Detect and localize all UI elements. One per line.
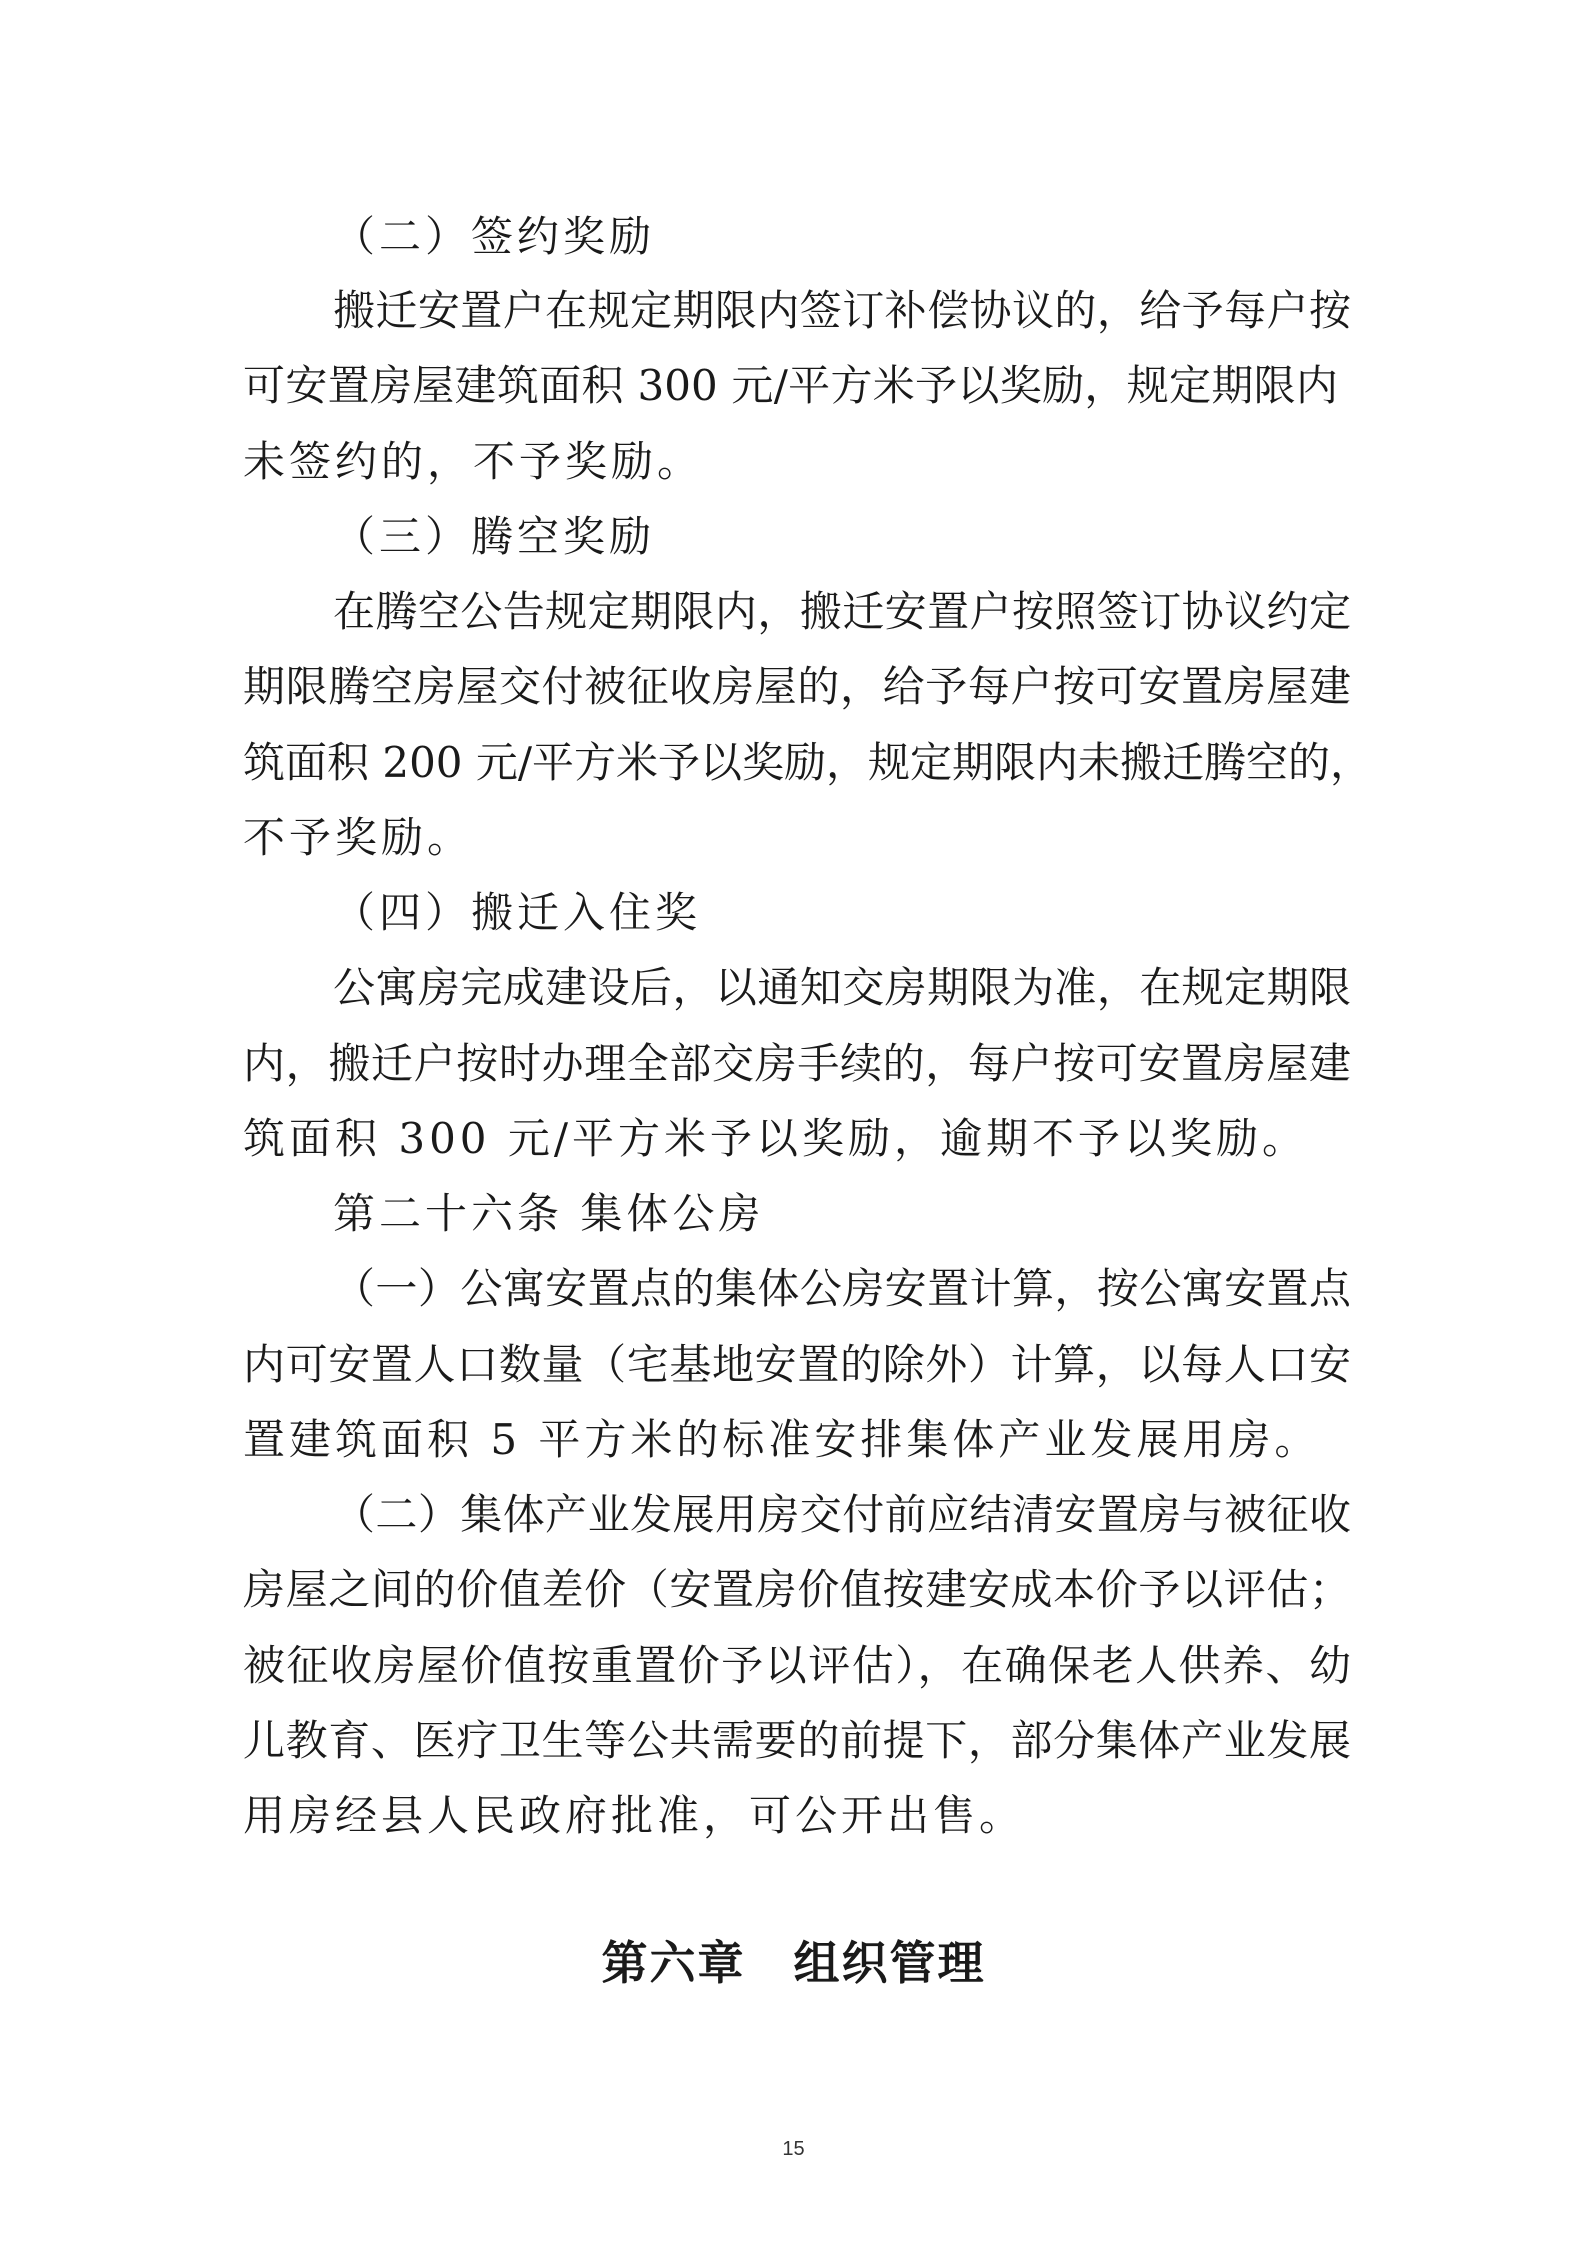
paragraph-line: 可安置房屋建筑面积 300 元/平方米予以奖励，规定期限内 xyxy=(243,361,1338,410)
heading-move-in-reward: （四）搬迁入住奖 xyxy=(333,888,702,937)
paragraph-line: 用房经县人民政府批准，可公开出售。 xyxy=(243,1791,1026,1840)
article-26-heading: 第二十六条 集体公房 xyxy=(333,1189,765,1238)
heading-vacate-reward: （三）腾空奖励 xyxy=(333,512,656,561)
heading-signing-reward: （二）签约奖励 xyxy=(333,212,656,261)
chapter-title: 第六章 组织管理 xyxy=(601,1936,986,1990)
paragraph-line: 筑面积 300 元/平方米予以奖励，逾期不予以奖励。 xyxy=(243,1114,1309,1163)
paragraph-line: （一）公寓安置点的集体公房安置计算，按公寓安置点 xyxy=(333,1264,1351,1313)
paragraph-line: 未签约的，不予奖励。 xyxy=(243,437,704,486)
paragraph-line: （二）集体产业发展用房交付前应结清安置房与被征收 xyxy=(333,1490,1351,1539)
paragraph-line: 被征收房屋价值按重置价予以评估），在确保老人供养、幼 xyxy=(243,1641,1351,1690)
paragraph-line: 期限腾空房屋交付被征收房屋的，给予每户按可安置房屋建 xyxy=(243,662,1351,711)
paragraph-line: 不予奖励。 xyxy=(243,813,474,862)
paragraph-line: 房屋之间的价值差价（安置房价值按建安成本价予以评估； xyxy=(243,1565,1351,1614)
paragraph-line: 搬迁安置户在规定期限内签订补偿协议的，给予每户按 xyxy=(333,286,1351,335)
paragraph-line: 公寓房完成建设后，以通知交房期限为准，在规定期限 xyxy=(333,963,1351,1012)
paragraph-line: 内，搬迁户按时办理全部交房手续的，每户按可安置房屋建 xyxy=(243,1039,1351,1088)
paragraph-line: 儿教育、医疗卫生等公共需要的前提下，部分集体产业发展 xyxy=(243,1716,1351,1765)
page-number: 15 xyxy=(782,2138,805,2160)
paragraph-line: 内可安置人口数量（宅基地安置的除外）计算，以每人口安 xyxy=(243,1340,1351,1389)
paragraph-line: 置建筑面积 5 平方米的标准安排集体产业发展用房。 xyxy=(243,1415,1321,1464)
paragraph-line: 在腾空公告规定期限内，搬迁安置户按照签订协议约定 xyxy=(333,587,1351,636)
paragraph-line: 筑面积 200 元/平方米予以奖励，规定期限内未搬迁腾空的， xyxy=(243,738,1373,787)
